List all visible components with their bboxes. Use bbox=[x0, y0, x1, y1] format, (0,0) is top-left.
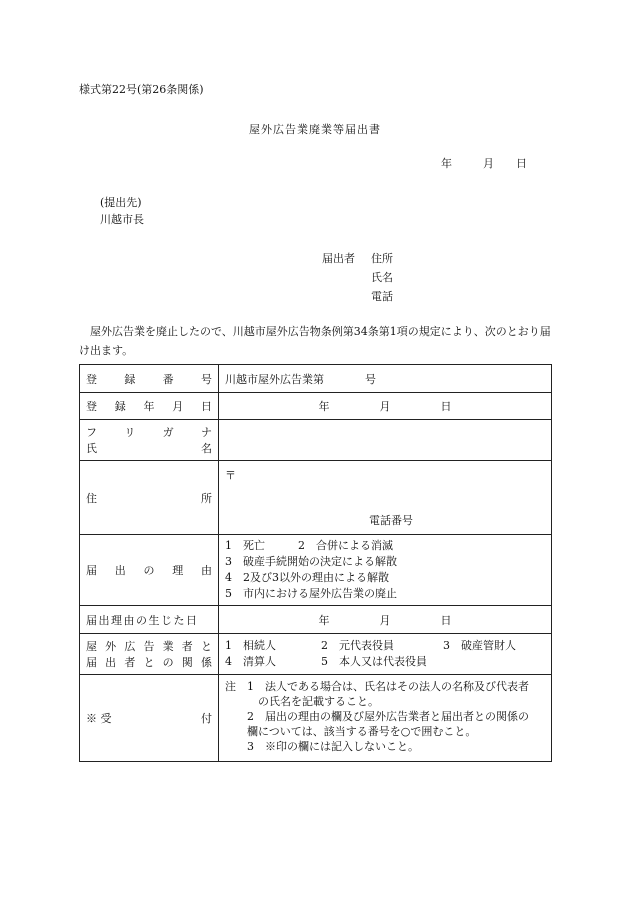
row-reason bbox=[80, 535, 552, 606]
date-day: 日 bbox=[516, 157, 527, 170]
row-registration-number bbox=[80, 365, 552, 393]
notification-form-table bbox=[79, 364, 552, 762]
registration-date-label: 登 録 年 月 日 bbox=[80, 393, 219, 420]
addressee-label: (提出先) bbox=[100, 196, 142, 209]
registration-number-label: 登 録 番 号 bbox=[80, 365, 219, 393]
address-label: 住 所 bbox=[80, 461, 219, 535]
reason-date-field[interactable]: 年 月 日 bbox=[219, 606, 552, 634]
row-relationship bbox=[80, 634, 552, 675]
postal-mark: 〒 bbox=[225, 469, 236, 482]
notifier-name-label: 氏名 bbox=[371, 271, 393, 284]
reason-option[interactable]: 1 死亡 2 合併による消滅 bbox=[225, 539, 393, 552]
address-field[interactable] bbox=[219, 461, 552, 535]
date-year: 年 bbox=[441, 157, 452, 170]
body-text: 屋外広告業を廃止したので、川越市屋外広告物条例第34条第1項の規定により、次のとおり届け出ます。 bbox=[79, 325, 551, 357]
reason-option[interactable]: 5 市内における屋外広告業の廃止 bbox=[225, 587, 397, 600]
furigana-name-field[interactable] bbox=[219, 420, 552, 461]
phone-number-label: 電話番号 bbox=[369, 514, 413, 527]
row-registration-date bbox=[80, 393, 552, 420]
form-number: 様式第22号(第26条関係) bbox=[79, 83, 204, 96]
notifier-phone-label: 電話 bbox=[371, 290, 393, 303]
receipt-label: ※ 受 付 bbox=[80, 675, 219, 762]
reason-options[interactable] bbox=[219, 535, 552, 606]
notifier-label: 届出者 bbox=[322, 252, 355, 265]
row-address bbox=[80, 461, 552, 535]
reason-option[interactable]: 3 破産手続開始の決定による解散 bbox=[225, 555, 397, 568]
relationship-option[interactable]: 4 清算人 bbox=[225, 655, 276, 668]
addressee-name: 川越市長 bbox=[100, 213, 144, 226]
relationship-label: 屋 外 広 告 業 者 と 届 出 者 と の 関 係 bbox=[80, 634, 219, 675]
furigana-name-label: フ リ ガ ナ 氏 名 bbox=[80, 420, 219, 461]
relationship-option[interactable]: 2 元代表役員 bbox=[321, 639, 394, 652]
relationship-options[interactable] bbox=[219, 634, 552, 675]
relationship-option[interactable]: 5 本人又は代表役員 bbox=[321, 655, 427, 668]
reason-date-label: 届出理由の生じた日 bbox=[80, 606, 219, 634]
registration-date-field[interactable]: 年 月 日 bbox=[219, 393, 552, 420]
reason-label: 届 出 の 理 由 bbox=[80, 535, 219, 606]
row-receipt bbox=[80, 675, 552, 762]
row-furigana-name bbox=[80, 420, 552, 461]
row-reason-date bbox=[80, 606, 552, 634]
receipt-notes: 注 1 法人である場合は、氏名はその法人の名称及び代表者 の氏名を記載すること。 2 届出の理由の欄及び屋外広告業者と届出者との関係の 欄については、該当する番号を○で囲むこと。 3 ※印の欄には記入しないこと。 bbox=[219, 675, 552, 762]
relationship-option[interactable]: 3 破産管財人 bbox=[443, 639, 516, 652]
notifier-address-label: 住所 bbox=[371, 252, 393, 265]
relationship-option[interactable]: 1 相続人 bbox=[225, 639, 276, 652]
reason-option[interactable]: 4 2及び3以外の理由による解散 bbox=[225, 571, 389, 584]
page-title: 屋外広告業廃業等届出書 bbox=[249, 123, 381, 136]
date-month: 月 bbox=[483, 157, 494, 170]
registration-number-field[interactable]: 川越市屋外広告業第 号 bbox=[219, 365, 552, 393]
